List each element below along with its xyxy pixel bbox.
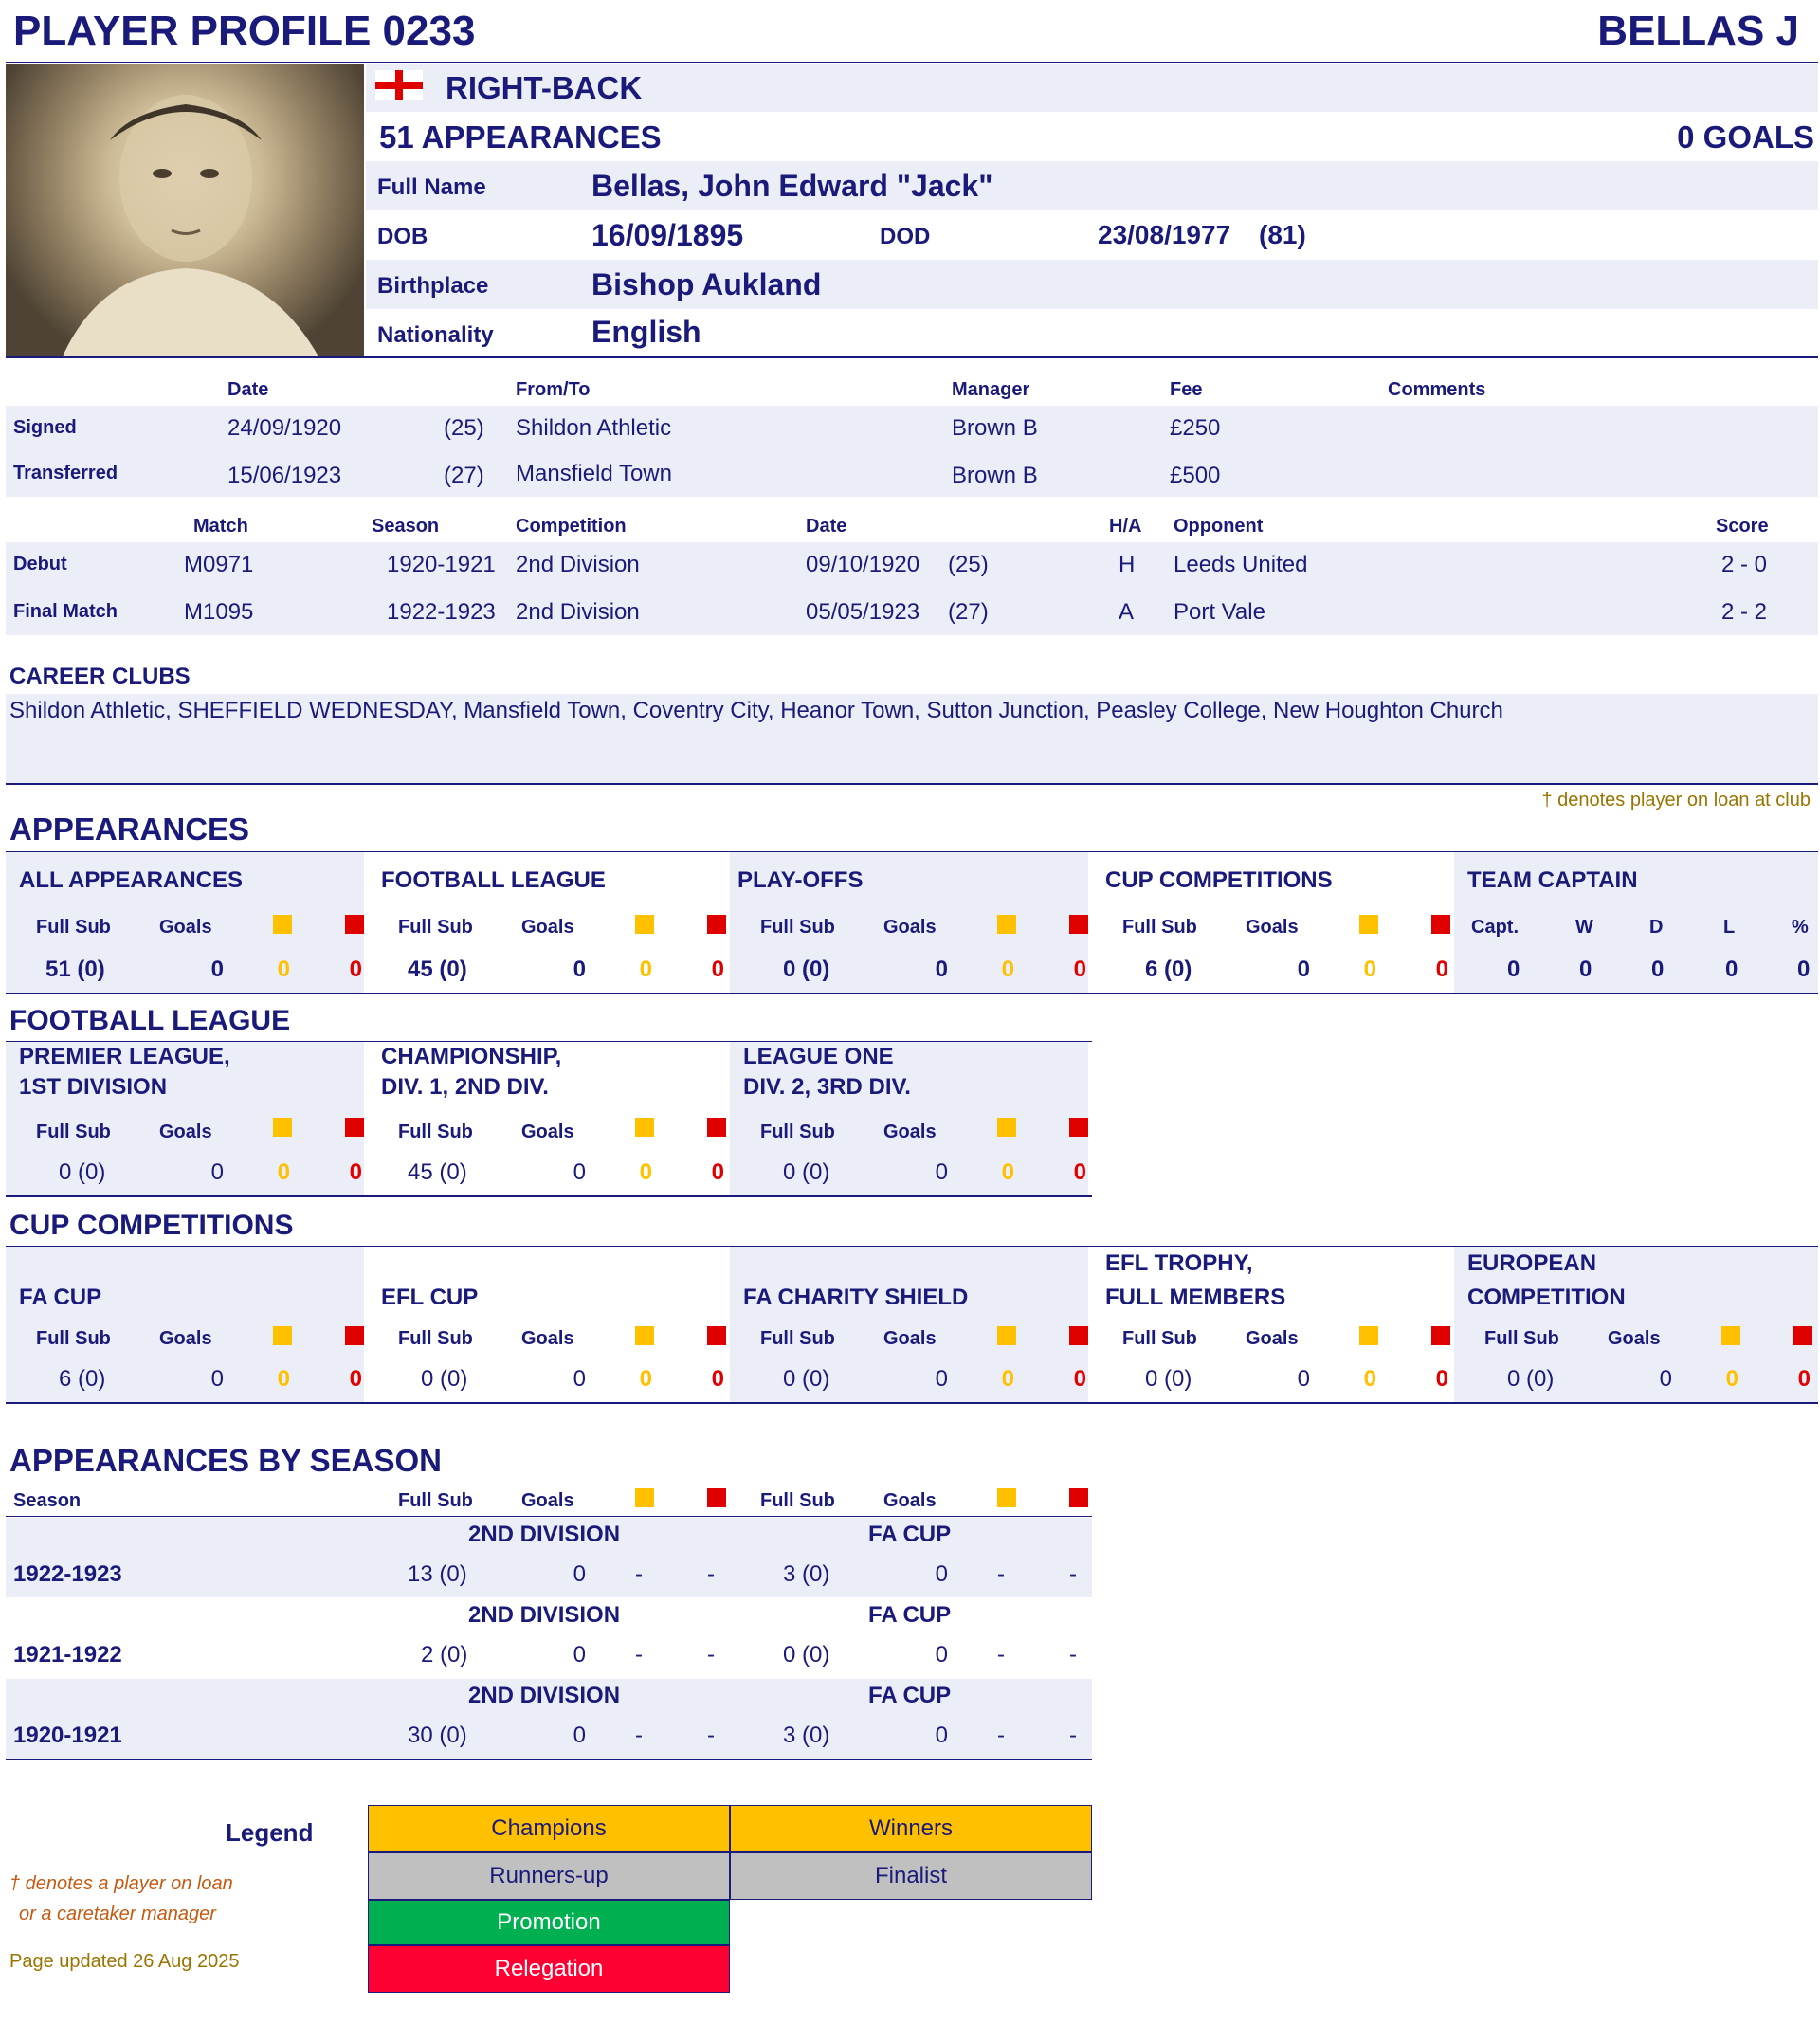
season-row xyxy=(6,1518,1092,1597)
nationality-row xyxy=(366,309,1818,356)
league-red: 0 xyxy=(711,1159,724,1185)
date-header: Date xyxy=(806,516,847,537)
season-bottom-rule xyxy=(6,1759,1092,1760)
wins-value: 0 xyxy=(1579,957,1592,982)
percent-value: 0 xyxy=(1797,957,1811,982)
goals-header: Goals xyxy=(521,1490,574,1511)
goals-header: Goals xyxy=(159,1328,212,1349)
birthplace-value: Bishop Aukland xyxy=(592,267,822,301)
career-clubs-box xyxy=(6,694,1818,785)
stats-goals: 0 xyxy=(935,957,948,982)
season-apps2: 3 (0) xyxy=(783,1561,830,1587)
full-sub-header: Full Sub xyxy=(760,1328,835,1349)
transfer-label: Signed xyxy=(13,417,77,438)
season-red1: - xyxy=(707,1723,715,1748)
cup-goals: 0 xyxy=(1659,1366,1672,1392)
cup-block xyxy=(1092,1247,1450,1402)
match-score: 2 - 0 xyxy=(1721,552,1768,577)
cup-block-subtitle: FA CUP xyxy=(19,1285,102,1310)
season-goals2: 0 xyxy=(935,1642,948,1668)
full-sub-header: Full Sub xyxy=(1484,1328,1559,1349)
league-goals: 0 xyxy=(210,1159,224,1185)
legend-winners: Winners xyxy=(730,1805,1092,1852)
cup-red: 0 xyxy=(1797,1366,1811,1392)
season-label: 1922-1923 xyxy=(13,1561,122,1587)
goals-header: Goals xyxy=(883,1490,937,1511)
cup-competitions-title: CUP COMPETITIONS xyxy=(9,1210,294,1241)
draws-value: 0 xyxy=(1651,957,1665,982)
league-red: 0 xyxy=(349,1159,362,1185)
total-goals: 0 GOALS xyxy=(1677,119,1814,155)
match-id: M0971 xyxy=(184,552,254,577)
yellow-card-icon xyxy=(273,1326,292,1345)
career-clubs-list: Shildon Athletic, SHEFFIELD WEDNESDAY, Mansfield Town, Coventry City, Heanor Town, Sutton Junction, Peasley College, New Houghton Church xyxy=(9,698,1503,723)
yellow-card-icon xyxy=(635,915,654,934)
appearances-summary-row xyxy=(366,112,1818,161)
cup-apps: 0 (0) xyxy=(1507,1366,1555,1392)
match-table xyxy=(6,542,1818,635)
stats-yellow: 0 xyxy=(1001,957,1014,982)
transfer-club: Shildon Athletic xyxy=(516,415,672,441)
stats-block-title: PLAY-OFFS xyxy=(737,867,864,893)
full-sub-header: Full Sub xyxy=(1122,1328,1197,1349)
score-header: Score xyxy=(1716,516,1769,537)
red-card-icon xyxy=(1069,915,1088,934)
transfer-row xyxy=(6,406,1818,451)
yellow-card-icon xyxy=(997,915,1016,934)
cup-block xyxy=(368,1247,726,1402)
league-apps: 0 (0) xyxy=(59,1159,106,1185)
goals-header: Goals xyxy=(521,1121,574,1142)
dod-label: DOD xyxy=(880,224,931,249)
cup-block-subtitle: COMPETITION xyxy=(1467,1285,1626,1310)
stats-goals: 0 xyxy=(1297,957,1310,982)
goals-header: Goals xyxy=(883,1121,937,1142)
match-season: 1922-1923 xyxy=(387,599,496,625)
cup-block-title: EFL TROPHY, xyxy=(1105,1250,1253,1276)
full-name-label: Full Name xyxy=(377,174,486,200)
appearances-title: APPEARANCES xyxy=(9,811,250,847)
player-position: RIGHT-BACK xyxy=(446,70,643,105)
transfer-fee: £500 xyxy=(1170,463,1221,488)
career-clubs-title: CAREER CLUBS xyxy=(9,664,191,689)
wins-header: W xyxy=(1575,917,1593,938)
full-sub-header: Full Sub xyxy=(36,1328,111,1349)
stats-apps: 6 (0) xyxy=(1145,957,1192,982)
season-comp2: FA CUP xyxy=(868,1522,952,1547)
transfer-header-row xyxy=(6,377,1818,406)
transfer-manager-header: Manager xyxy=(952,379,1030,400)
cups-bottom-rule xyxy=(6,1402,1818,1404)
season-yellow1: - xyxy=(635,1723,643,1748)
profile-divider xyxy=(6,356,1818,358)
red-card-icon xyxy=(1431,915,1450,934)
stats-red: 0 xyxy=(1435,957,1448,982)
match-ha: H xyxy=(1119,552,1136,577)
match-score: 2 - 2 xyxy=(1721,599,1768,625)
transfer-date-header: Date xyxy=(228,379,269,400)
cup-yellow: 0 xyxy=(1725,1366,1738,1392)
captain-value: 0 xyxy=(1507,957,1520,982)
page-title: PLAYER PROFILE 0233 xyxy=(13,8,476,54)
legend-finalist: Finalist xyxy=(730,1852,1092,1900)
page-updated: Page updated 26 Aug 2025 xyxy=(9,1951,240,1972)
league-block-subtitle: DIV. 2, 3RD DIV. xyxy=(743,1074,911,1100)
season-comp2: FA CUP xyxy=(868,1602,952,1628)
ha-header: H/A xyxy=(1109,516,1142,537)
red-card-icon xyxy=(1069,1488,1088,1507)
league-block-title: CHAMPIONSHIP, xyxy=(381,1044,562,1069)
stats-apps: 0 (0) xyxy=(783,957,830,982)
cup-goals: 0 xyxy=(935,1366,948,1392)
season-goals2: 0 xyxy=(935,1723,948,1748)
league-goals: 0 xyxy=(573,1159,586,1185)
cup-block-subtitle: FA CHARITY SHIELD xyxy=(743,1285,969,1310)
cup-apps: 0 (0) xyxy=(783,1366,830,1392)
season-goals1: 0 xyxy=(573,1642,586,1668)
goals-header: Goals xyxy=(159,917,212,938)
league-block-title: LEAGUE ONE xyxy=(743,1044,894,1069)
season-comp1: 2ND DIVISION xyxy=(468,1683,621,1708)
match-ha: A xyxy=(1119,599,1135,625)
match-header-row xyxy=(6,514,1818,542)
full-sub-header: Full Sub xyxy=(760,1121,835,1142)
player-photo-icon xyxy=(6,64,364,356)
season-yellow1: - xyxy=(635,1561,643,1587)
league-block xyxy=(368,1042,726,1195)
transfer-fee: £250 xyxy=(1170,415,1221,441)
cup-goals: 0 xyxy=(573,1366,586,1392)
transfer-club: Mansfield Town xyxy=(516,461,672,486)
yellow-card-icon xyxy=(1359,915,1378,934)
full-sub-header: Full Sub xyxy=(760,917,835,938)
goals-header: Goals xyxy=(521,917,574,938)
red-card-icon xyxy=(1069,1118,1088,1137)
stats-block-title: ALL APPEARANCES xyxy=(19,867,244,893)
cup-red: 0 xyxy=(1073,1366,1086,1392)
season-red2: - xyxy=(1069,1561,1077,1587)
legend-note-2: or a caretaker manager xyxy=(19,1904,216,1924)
cup-block-title: EUROPEAN xyxy=(1467,1250,1597,1276)
league-block xyxy=(6,1042,364,1195)
losses-value: 0 xyxy=(1725,957,1738,982)
season-red1: - xyxy=(707,1642,715,1668)
header-divider xyxy=(6,62,1818,63)
match-age: (25) xyxy=(948,552,989,577)
red-card-icon xyxy=(707,1326,726,1345)
birthplace-label: Birthplace xyxy=(377,273,489,299)
legend-runners-up: Runners-up xyxy=(368,1852,730,1900)
cup-block-subtitle: EFL CUP xyxy=(381,1285,479,1310)
season-row xyxy=(6,1598,1092,1678)
stats-apps: 51 (0) xyxy=(46,957,105,982)
yellow-card-icon xyxy=(273,1118,292,1137)
goals-header: Goals xyxy=(521,1328,574,1349)
stats-block-title: FOOTBALL LEAGUE xyxy=(381,867,606,893)
stats-yellow: 0 xyxy=(277,957,290,982)
season-apps2: 3 (0) xyxy=(783,1723,830,1748)
season-header: Season xyxy=(372,516,440,537)
full-name-value: Bellas, John Edward "Jack" xyxy=(592,169,993,203)
league-yellow: 0 xyxy=(1001,1159,1014,1185)
percent-header: % xyxy=(1792,917,1809,938)
position-row xyxy=(366,64,1818,112)
full-sub-header: Full Sub xyxy=(398,917,473,938)
league-block xyxy=(730,1042,1088,1195)
competition-header: Competition xyxy=(516,516,627,537)
season-title: APPEARANCES BY SEASON xyxy=(9,1443,442,1478)
transfer-table xyxy=(6,406,1818,497)
season-header-row xyxy=(6,1488,1092,1517)
goals-header: Goals xyxy=(1246,917,1299,938)
match-opponent: Leeds United xyxy=(1174,552,1308,577)
dod-age: (81) xyxy=(1259,220,1306,249)
season-label: 1920-1921 xyxy=(13,1723,122,1748)
yellow-card-icon xyxy=(1721,1326,1740,1345)
transfer-date: 24/09/1920 xyxy=(228,415,342,441)
match-id: M1095 xyxy=(184,599,254,625)
cup-apps: 0 (0) xyxy=(1145,1366,1192,1392)
legend-relegation: Relegation xyxy=(368,1945,730,1993)
birthplace-row xyxy=(366,260,1818,309)
season-yellow2: - xyxy=(997,1642,1005,1668)
legend-champions: Champions xyxy=(368,1805,730,1852)
appearances-bottom-rule xyxy=(6,993,1818,994)
red-card-icon xyxy=(345,915,364,934)
full-sub-header: Full Sub xyxy=(36,1121,111,1142)
stats-red: 0 xyxy=(349,957,362,982)
full-sub-header: Full Sub xyxy=(398,1121,473,1142)
match-competition: 2nd Division xyxy=(516,552,640,577)
match-season: 1920-1921 xyxy=(387,552,496,577)
transfer-label: Transferred xyxy=(13,463,118,483)
dob-label: DOB xyxy=(377,224,428,249)
goals-header: Goals xyxy=(1246,1328,1299,1349)
cup-block xyxy=(1454,1247,1818,1402)
draws-header: D xyxy=(1649,917,1664,938)
match-label: Final Match xyxy=(13,601,118,622)
season-yellow1: - xyxy=(635,1642,643,1668)
yellow-card-icon xyxy=(997,1488,1016,1507)
yellow-card-icon xyxy=(1359,1326,1378,1345)
league-yellow: 0 xyxy=(639,1159,652,1185)
transfer-date: 15/06/1923 xyxy=(228,463,342,488)
yellow-card-icon xyxy=(997,1118,1016,1137)
yellow-card-icon xyxy=(635,1488,654,1507)
dob-row xyxy=(366,210,1818,260)
legend-title: Legend xyxy=(226,1818,314,1847)
full-sub-header: Full Sub xyxy=(1122,917,1197,938)
red-card-icon xyxy=(1431,1326,1450,1345)
league-goals: 0 xyxy=(935,1159,948,1185)
full-sub-header: Full Sub xyxy=(760,1490,835,1511)
red-card-icon xyxy=(1069,1326,1088,1345)
england-flag-icon xyxy=(375,70,423,100)
goals-header: Goals xyxy=(1608,1328,1661,1349)
legend-promotion: Promotion xyxy=(368,1900,730,1945)
league-block-title: PREMIER LEAGUE, xyxy=(19,1044,230,1069)
stats-red: 0 xyxy=(1073,957,1086,982)
stats-yellow: 0 xyxy=(639,957,652,982)
team-captain-block xyxy=(1454,852,1818,993)
season-red1: - xyxy=(707,1561,715,1587)
league-block-subtitle: 1ST DIVISION xyxy=(19,1074,168,1100)
red-card-icon xyxy=(345,1326,364,1345)
cup-red: 0 xyxy=(711,1366,724,1392)
dod-value: 23/08/1977 xyxy=(1098,220,1231,249)
match-date: 09/10/1920 xyxy=(806,552,920,577)
league-red: 0 xyxy=(1073,1159,1086,1185)
season-row xyxy=(6,1679,1092,1759)
cup-block xyxy=(730,1247,1088,1402)
cup-block xyxy=(6,1247,364,1402)
cup-yellow: 0 xyxy=(639,1366,652,1392)
season-red2: - xyxy=(1069,1723,1077,1748)
stats-block xyxy=(368,852,726,993)
player-name-header: BELLAS J xyxy=(1597,8,1799,54)
cup-block-subtitle: FULL MEMBERS xyxy=(1105,1285,1286,1310)
stats-red: 0 xyxy=(711,957,724,982)
full-name-row xyxy=(366,161,1818,210)
loan-note: † denotes player on loan at club xyxy=(1541,790,1811,811)
match-opponent: Port Vale xyxy=(1174,599,1265,625)
red-card-icon xyxy=(707,915,726,934)
transfer-row xyxy=(6,451,1818,497)
football-league-title: FOOTBALL LEAGUE xyxy=(9,1005,291,1036)
season-apps2: 0 (0) xyxy=(783,1642,830,1668)
cup-goals: 0 xyxy=(210,1366,224,1392)
season-comp1: 2ND DIVISION xyxy=(468,1522,621,1547)
goals-header: Goals xyxy=(159,1121,212,1142)
season-yellow2: - xyxy=(997,1561,1005,1587)
team-captain-title: TEAM CAPTAIN xyxy=(1467,867,1638,893)
match-label: Debut xyxy=(13,554,67,574)
total-appearances: 51 APPEARANCES xyxy=(379,119,662,155)
losses-header: L xyxy=(1723,917,1736,938)
season-goals1: 0 xyxy=(573,1723,586,1748)
cup-red: 0 xyxy=(349,1366,362,1392)
transfer-manager: Brown B xyxy=(952,415,1038,441)
match-header: Match xyxy=(193,516,248,537)
cup-yellow: 0 xyxy=(1363,1366,1376,1392)
cup-apps: 0 (0) xyxy=(421,1366,468,1392)
goals-header: Goals xyxy=(883,917,937,938)
cup-goals: 0 xyxy=(1297,1366,1310,1392)
stats-block-title: CUP COMPETITIONS xyxy=(1105,867,1333,893)
nationality-label: Nationality xyxy=(377,322,494,348)
season-header: Season xyxy=(13,1490,82,1511)
transfer-age: (25) xyxy=(444,415,484,441)
red-card-icon xyxy=(707,1488,726,1507)
opponent-header: Opponent xyxy=(1174,516,1264,537)
full-sub-header: Full Sub xyxy=(398,1490,473,1511)
match-competition: 2nd Division xyxy=(516,599,640,625)
season-goals2: 0 xyxy=(935,1561,948,1587)
match-age: (27) xyxy=(948,599,989,625)
stats-yellow: 0 xyxy=(1363,957,1376,982)
season-goals1: 0 xyxy=(573,1561,586,1587)
season-apps1: 2 (0) xyxy=(421,1642,468,1668)
stats-block xyxy=(6,852,364,993)
red-card-icon xyxy=(707,1118,726,1137)
yellow-card-icon xyxy=(997,1326,1016,1345)
legend-note-1: † denotes a player on loan xyxy=(9,1873,233,1894)
cup-apps: 6 (0) xyxy=(59,1366,106,1392)
dob-value: 16/09/1895 xyxy=(592,218,744,252)
match-row xyxy=(6,590,1818,635)
league-yellow: 0 xyxy=(277,1159,290,1185)
league-block-subtitle: DIV. 1, 2ND DIV. xyxy=(381,1074,549,1100)
captain-header: Capt. xyxy=(1471,917,1519,938)
season-label: 1921-1922 xyxy=(13,1642,122,1668)
full-sub-header: Full Sub xyxy=(36,917,111,938)
goals-header: Goals xyxy=(883,1328,937,1349)
stats-block xyxy=(1092,852,1450,993)
season-comp1: 2ND DIVISION xyxy=(468,1602,621,1628)
cup-yellow: 0 xyxy=(1001,1366,1014,1392)
season-red2: - xyxy=(1069,1642,1077,1668)
stats-goals: 0 xyxy=(210,957,224,982)
league-bottom-rule xyxy=(6,1195,1092,1197)
transfer-manager: Brown B xyxy=(952,463,1038,488)
yellow-card-icon xyxy=(273,915,292,934)
match-row xyxy=(6,542,1818,588)
nationality-value: English xyxy=(592,315,701,349)
full-sub-header: Full Sub xyxy=(398,1328,473,1349)
season-comp2: FA CUP xyxy=(868,1683,952,1708)
stats-block xyxy=(730,852,1088,993)
yellow-card-icon xyxy=(635,1118,654,1137)
league-apps: 45 (0) xyxy=(408,1159,467,1185)
stats-goals: 0 xyxy=(573,957,586,982)
season-apps1: 13 (0) xyxy=(408,1561,467,1587)
transfer-age: (27) xyxy=(444,463,484,488)
transfer-fee-header: Fee xyxy=(1170,379,1203,400)
red-card-icon xyxy=(345,1118,364,1137)
stats-apps: 45 (0) xyxy=(408,957,467,982)
match-date: 05/05/1923 xyxy=(806,599,920,625)
season-apps1: 30 (0) xyxy=(408,1723,467,1748)
league-apps: 0 (0) xyxy=(783,1159,830,1185)
yellow-card-icon xyxy=(635,1326,654,1345)
season-yellow2: - xyxy=(997,1723,1005,1748)
cup-yellow: 0 xyxy=(277,1366,290,1392)
transfer-comments-header: Comments xyxy=(1388,379,1486,400)
red-card-icon xyxy=(1793,1326,1812,1345)
transfer-club-header: From/To xyxy=(516,379,591,400)
cup-red: 0 xyxy=(1435,1366,1448,1392)
